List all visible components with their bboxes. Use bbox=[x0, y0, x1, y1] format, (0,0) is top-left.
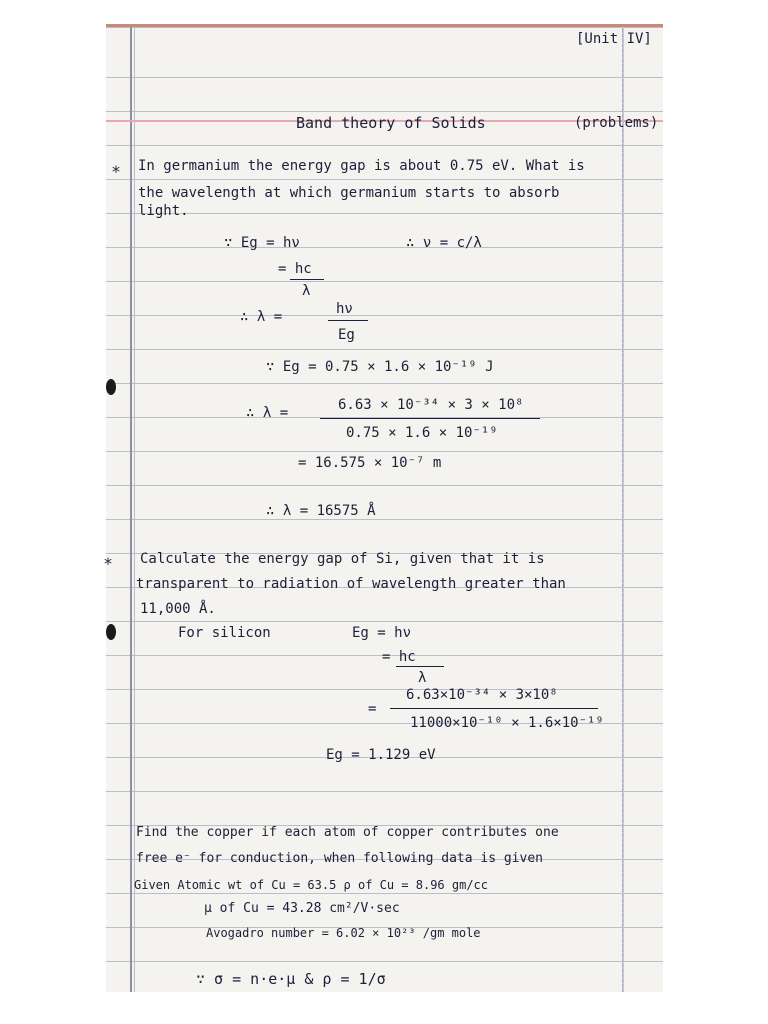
problems-tag: (problems) bbox=[574, 115, 659, 131]
fraction-bar bbox=[390, 708, 598, 709]
p1-step-4: ∵ Eg = 0.75 × 1.6 × 10⁻¹⁹ J bbox=[266, 359, 494, 375]
p1-step-3: ∴ λ = bbox=[240, 309, 283, 325]
p2-step-3-numerator: 6.63×10⁻³⁴ × 3×10⁸ bbox=[406, 687, 558, 703]
punch-hole bbox=[106, 624, 116, 640]
p1-step-3-numerator: hν bbox=[336, 301, 353, 317]
p2-step-1b: Eg = hν bbox=[352, 625, 412, 641]
p2-step-2: = hc bbox=[382, 649, 416, 665]
p2-step-2-denominator: λ bbox=[418, 670, 427, 686]
punch-hole bbox=[106, 379, 116, 395]
page-title: Band theory of Solids bbox=[296, 114, 486, 132]
margin-line bbox=[130, 24, 132, 992]
fraction-bar bbox=[328, 320, 368, 321]
p3-line-3: Given Atomic wt of Cu = 63.5 ρ of Cu = 8.96 gm/cc bbox=[134, 878, 489, 892]
fraction-bar bbox=[396, 666, 444, 667]
p1-step-2: = hc bbox=[278, 261, 312, 277]
p2-step-1a: For silicon bbox=[178, 625, 271, 641]
problem-star: * bbox=[112, 162, 120, 181]
p2-result: Eg = 1.129 eV bbox=[326, 747, 436, 763]
p2-question-line-1: Calculate the energy gap of Si, given that it is bbox=[140, 551, 545, 567]
p1-result: ∴ λ = 16575 Å bbox=[266, 503, 376, 519]
p1-step-5: ∴ λ = bbox=[246, 405, 289, 421]
p1-question-line-2: the wavelength at which germanium starts to absorb bbox=[138, 185, 560, 201]
p3-line-5: Avogadro number = 6.02 × 10²³ /gm mole bbox=[206, 926, 481, 940]
p3-line-6: ∵ σ = n·e·μ & ρ = 1/σ bbox=[196, 970, 386, 988]
p3-line-1: Find the copper if each atom of copper contributes one bbox=[136, 825, 559, 840]
p1-question-line-3: light. bbox=[138, 203, 189, 219]
p2-question-line-2: transparent to radiation of wavelength greater than bbox=[136, 576, 566, 592]
margin-line-secondary bbox=[134, 24, 135, 992]
p1-step-5-numerator: 6.63 × 10⁻³⁴ × 3 × 10⁸ bbox=[338, 397, 524, 413]
p2-step-3-equals: = bbox=[368, 701, 377, 717]
fraction-bar bbox=[320, 418, 540, 419]
p1-step-5-denominator: 0.75 × 1.6 × 10⁻¹⁹ bbox=[346, 425, 498, 441]
p1-step-2-denominator: λ bbox=[302, 283, 311, 299]
page-top-edge bbox=[106, 24, 663, 27]
p1-step-6: = 16.575 × 10⁻⁷ m bbox=[298, 455, 442, 471]
p1-step-1b: ∴ ν = c/λ bbox=[406, 235, 482, 251]
p1-question-line-1: In germanium the energy gap is about 0.75 eV. What is bbox=[138, 158, 585, 174]
right-margin-line bbox=[622, 24, 624, 992]
notebook-page bbox=[106, 24, 663, 992]
p3-line-2: free e⁻ for conduction, when following data is given bbox=[136, 851, 543, 866]
problem-star: * bbox=[104, 554, 112, 573]
unit-label: [Unit IV] bbox=[576, 31, 652, 47]
p2-question-line-3: 11,000 Å. bbox=[140, 601, 216, 617]
p3-line-4: μ of Cu = 43.28 cm²/V·sec bbox=[204, 901, 400, 916]
p1-step-1: ∵ Eg = hν bbox=[224, 235, 300, 251]
fraction-bar bbox=[290, 279, 324, 280]
p1-step-3-denominator: Eg bbox=[338, 327, 355, 343]
p2-step-3-denominator: 11000×10⁻¹⁰ × 1.6×10⁻¹⁹ bbox=[410, 715, 604, 731]
